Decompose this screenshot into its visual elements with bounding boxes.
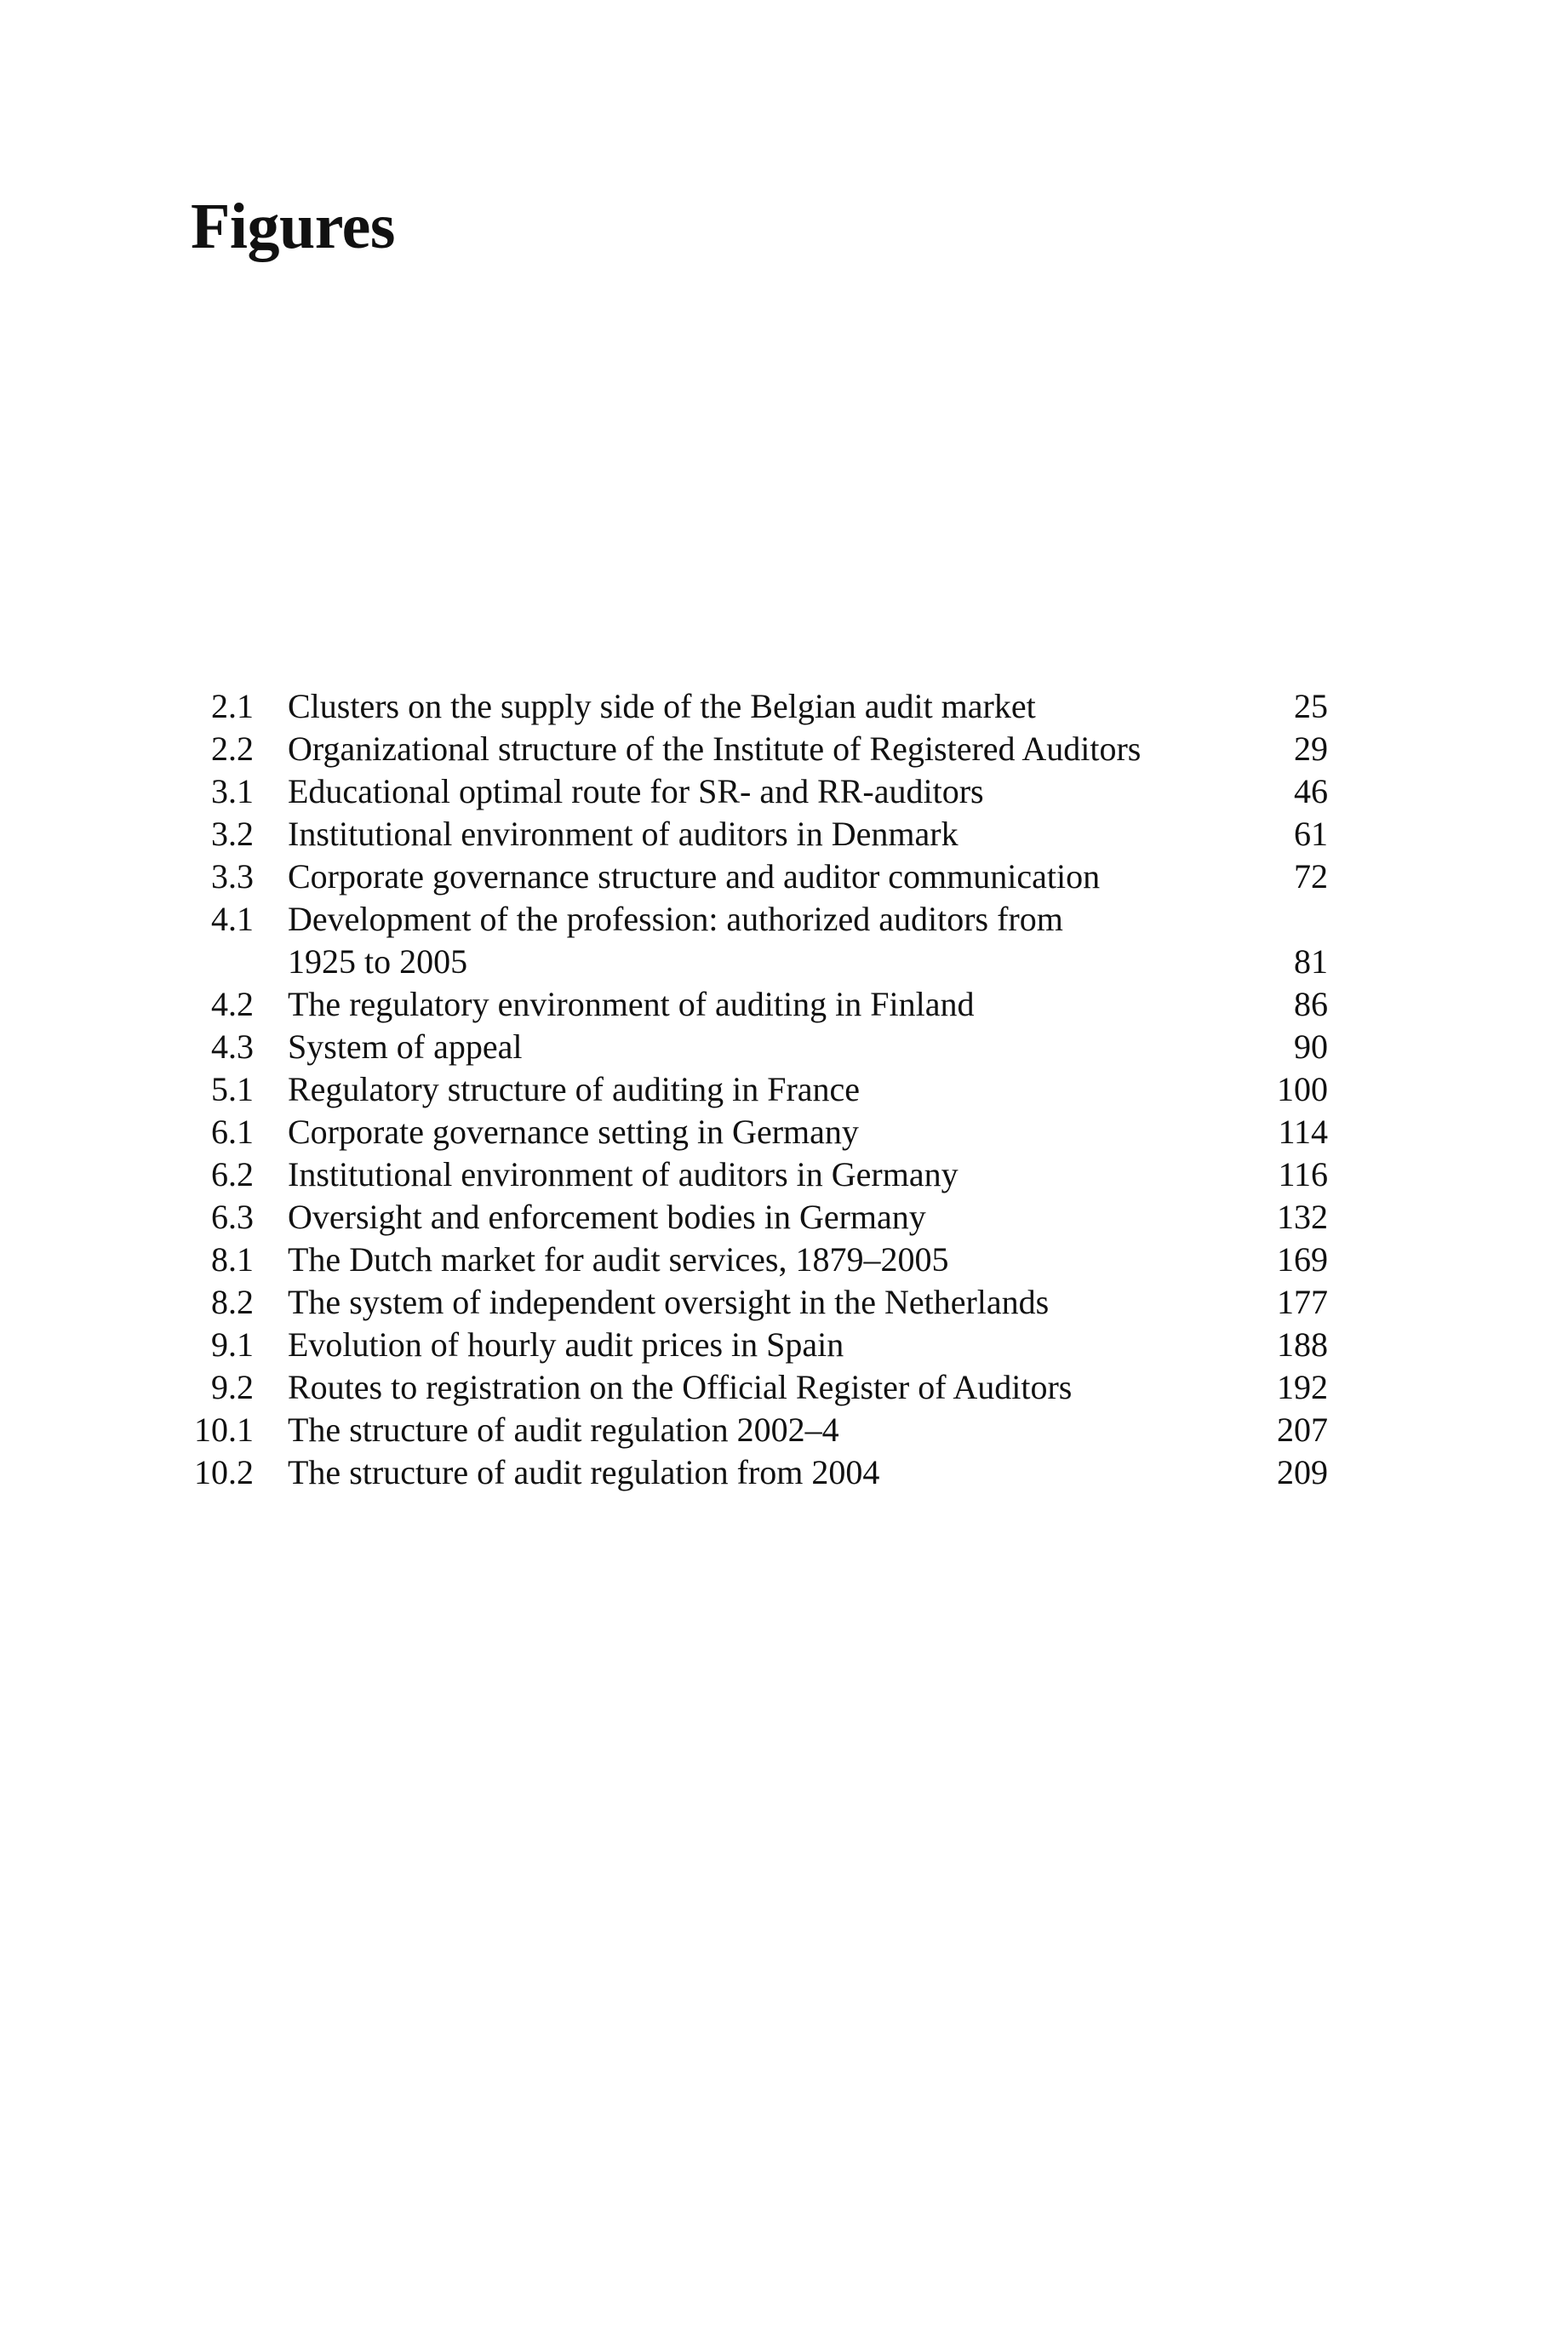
page-title: Figures xyxy=(191,191,395,262)
figure-number: 10.1 xyxy=(194,1411,254,1449)
list-item[interactable] xyxy=(153,1451,1328,1494)
figure-number: 5.1 xyxy=(211,1070,254,1108)
figure-number: 8.2 xyxy=(211,1283,254,1321)
list-item[interactable] xyxy=(153,898,1328,983)
page-number: 192 xyxy=(1277,1368,1328,1406)
page-number: 116 xyxy=(1278,1155,1328,1193)
figure-title: Institutional environment of auditors in Denmark xyxy=(288,815,959,853)
list-item[interactable] xyxy=(153,1026,1328,1068)
figure-number: 10.2 xyxy=(194,1453,254,1491)
list-item[interactable] xyxy=(153,1281,1328,1324)
list-item[interactable] xyxy=(153,1196,1328,1239)
figure-title: Oversight and enforcement bodies in Germany xyxy=(288,1198,926,1236)
figure-title: Evolution of hourly audit prices in Spain xyxy=(288,1325,844,1364)
figure-title: Regulatory structure of auditing in France xyxy=(288,1070,861,1108)
figure-title: Educational optimal route for SR- and RR-auditors xyxy=(288,772,984,810)
figure-number: 6.1 xyxy=(211,1113,254,1151)
list-item[interactable] xyxy=(153,1409,1328,1451)
figure-title: Routes to registration on the Official Register of Auditors xyxy=(288,1368,1073,1406)
page-number: 72 xyxy=(1294,857,1328,896)
page-number: 177 xyxy=(1277,1283,1328,1321)
figure-title: The Dutch market for audit services, 1879–2005 xyxy=(288,1240,949,1279)
figure-title: The system of independent oversight in the Netherlands xyxy=(288,1283,1050,1321)
figure-number: 6.3 xyxy=(211,1198,254,1236)
page-number: 188 xyxy=(1277,1325,1328,1364)
figure-number: 6.2 xyxy=(211,1155,254,1193)
figure-number: 2.1 xyxy=(211,687,254,725)
figure-number: 8.1 xyxy=(211,1240,254,1279)
list-item[interactable] xyxy=(153,1239,1328,1281)
page-number: 81 xyxy=(1294,942,1328,981)
figure-title: The structure of audit regulation from 2004 xyxy=(288,1453,880,1491)
page-number: 114 xyxy=(1278,1113,1328,1151)
page-number: 169 xyxy=(1277,1240,1328,1279)
figure-number: 3.1 xyxy=(211,772,254,810)
list-item[interactable] xyxy=(153,983,1328,1026)
page-number: 132 xyxy=(1277,1198,1328,1236)
page-number: 25 xyxy=(1294,687,1328,725)
figure-number: 3.3 xyxy=(211,857,254,896)
list-item[interactable] xyxy=(153,770,1328,813)
page-number: 209 xyxy=(1277,1453,1328,1491)
list-item[interactable] xyxy=(153,728,1328,770)
page-number: 90 xyxy=(1294,1027,1328,1066)
figure-title: Clusters on the supply side of the Belgian audit market xyxy=(288,687,1036,725)
page-number: 46 xyxy=(1294,772,1328,810)
page-number: 29 xyxy=(1294,730,1328,768)
figure-title: Institutional environment of auditors in Germany xyxy=(288,1155,959,1193)
figure-title: Corporate governance structure and auditor communication xyxy=(288,857,1101,896)
figure-number: 9.2 xyxy=(211,1368,254,1406)
figure-title: Organizational structure of the Institute of Registered Auditors xyxy=(288,730,1142,768)
figure-number: 4.2 xyxy=(211,985,254,1023)
figure-title: Development of the profession: authorized auditors from 1925 to 2005 xyxy=(288,900,1063,981)
figure-title: System of appeal xyxy=(288,1027,523,1066)
figure-title: Corporate governance setting in Germany xyxy=(288,1113,859,1151)
list-item[interactable] xyxy=(153,1111,1328,1153)
page-number: 61 xyxy=(1294,815,1328,853)
figure-number: 4.1 xyxy=(211,900,254,938)
list-of-figures xyxy=(153,685,1328,1494)
page-number: 86 xyxy=(1294,985,1328,1023)
list-item[interactable] xyxy=(153,813,1328,856)
figure-title: The regulatory environment of auditing in Finland xyxy=(288,985,975,1023)
list-item[interactable] xyxy=(153,856,1328,898)
page-number: 100 xyxy=(1277,1070,1328,1108)
figure-number: 2.2 xyxy=(211,730,254,768)
list-item[interactable] xyxy=(153,1153,1328,1196)
list-item[interactable] xyxy=(153,685,1328,728)
list-item[interactable] xyxy=(153,1324,1328,1366)
figure-number: 9.1 xyxy=(211,1325,254,1364)
figure-number: 4.3 xyxy=(211,1027,254,1066)
list-item[interactable] xyxy=(153,1366,1328,1409)
figure-number: 3.2 xyxy=(211,815,254,853)
page-number: 207 xyxy=(1277,1411,1328,1449)
list-item[interactable] xyxy=(153,1068,1328,1111)
figure-title: The structure of audit regulation 2002–4 xyxy=(288,1411,839,1449)
